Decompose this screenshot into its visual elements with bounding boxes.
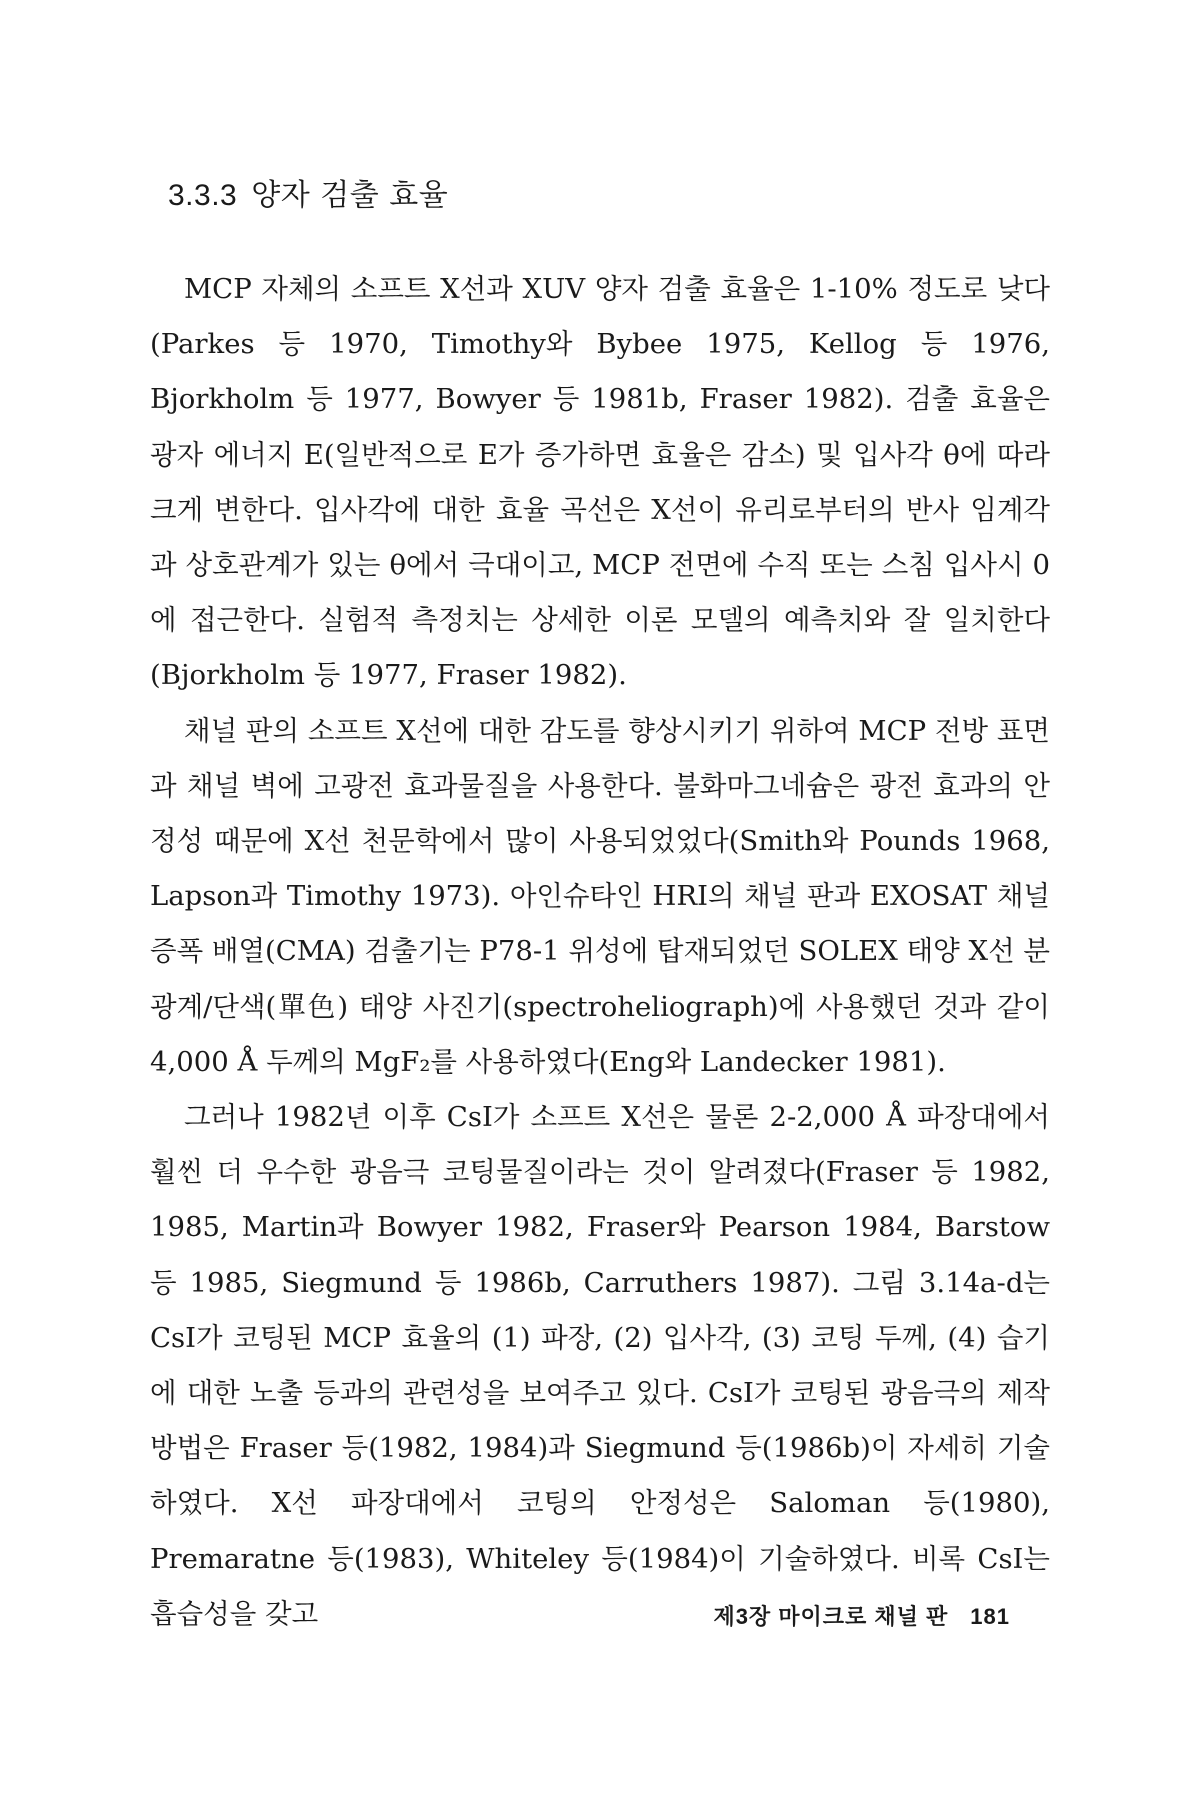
section-title: 양자 검출 효율 — [251, 178, 449, 213]
body-text — [150, 262, 1050, 1642]
paragraph-csi-coating: 그러나 1982년 이후 CsI가 소프트 X선은 물론 2-2,000 Å 파장대에서 훨씬 더 우수한 광음극 코팅물질이라는 것이 알려졌다(Fraser 등 1982, 1985, Martin과 Bowyer 1982, Fraser와 Pearson 1984, Barstow 등 1985, Siegmund 등 1986b, Carruthers 1987). 그림 3.14a-d는 CsI가 코팅된 MCP 효율의 (1) 파장, (2) 입사각, (3) 코팅 두께, (4) 습기에 대한 노출 등과의 관련성을 보여주고 있다. CsI가 코팅된 광음극의 제작 방법은 Fraser 등(1982, 1984)과 Siegmund 등(1986b)이 자세히 기술하였다. X선 파장대에서 코팅의 안정성은 Saloman 등(1980), Premaratne 등(1983), Whiteley 등(1984)이 기술하였다. 비록 CsI는 흡습성을 갖고 — [150, 1101, 1050, 1630]
paragraph-photocathode-coating: 채널 판의 소프트 X선에 대한 감도를 향상시키기 위하여 MCP 전방 표면과 채널 벽에 고광전 효과물질을 사용한다. 불화마그네슘은 광전 효과의 안정성 때문에 X선 천문학에서 많이 사용되었었다(Smith와 Pounds 1968, Lapson과 Timothy 1973). 아인슈타인 HRI의 채널 판과 EXOSAT 채널 증폭 배열(CMA) 검출기는 P78-1 위성에 탑재되었던 SOLEX 태양 X선 분광계/단색(單色) 태양 사진기(spectroheliograph)에 사용했던 것과 같이 4,000 Å 두께의 MgF₂를 사용하였다(Eng와 Landecker 1981). — [150, 714, 1050, 1078]
section-heading — [168, 170, 448, 214]
paragraph-detection-efficiency: MCP 자체의 소프트 X선과 XUV 양자 검출 효율은 1-10% 정도로 낮다(Parkes 등 1970, Timothy와 Bybee 1975, Kellog 등 1976, Bjorkholm 등 1977, Bowyer 등 1981b, Fraser 1982). 검출 효율은 광자 에너지 E(일반적으로 E가 증가하면 효율은 감소) 및 입사각 θ에 따라 크게 변한다. 입사각에 대한 효율 곡선은 X선이 유리로부터의 반사 임계각과 상호관계가 있는 θ에서 극대이고, MCP 전면에 수직 또는 스침 입사시 0에 접근한다. 실험적 측정치는 상세한 이론 모델의 예측치와 잘 일치한다(Bjorkholm 등 1977, Fraser 1982). — [150, 273, 1050, 692]
page-footer — [713, 1600, 1010, 1631]
page-number: 181 — [970, 1604, 1010, 1629]
running-footer-chapter: 제3장 마이크로 채널 판 — [713, 1604, 949, 1629]
section-number: 3.3.3 — [168, 179, 238, 212]
